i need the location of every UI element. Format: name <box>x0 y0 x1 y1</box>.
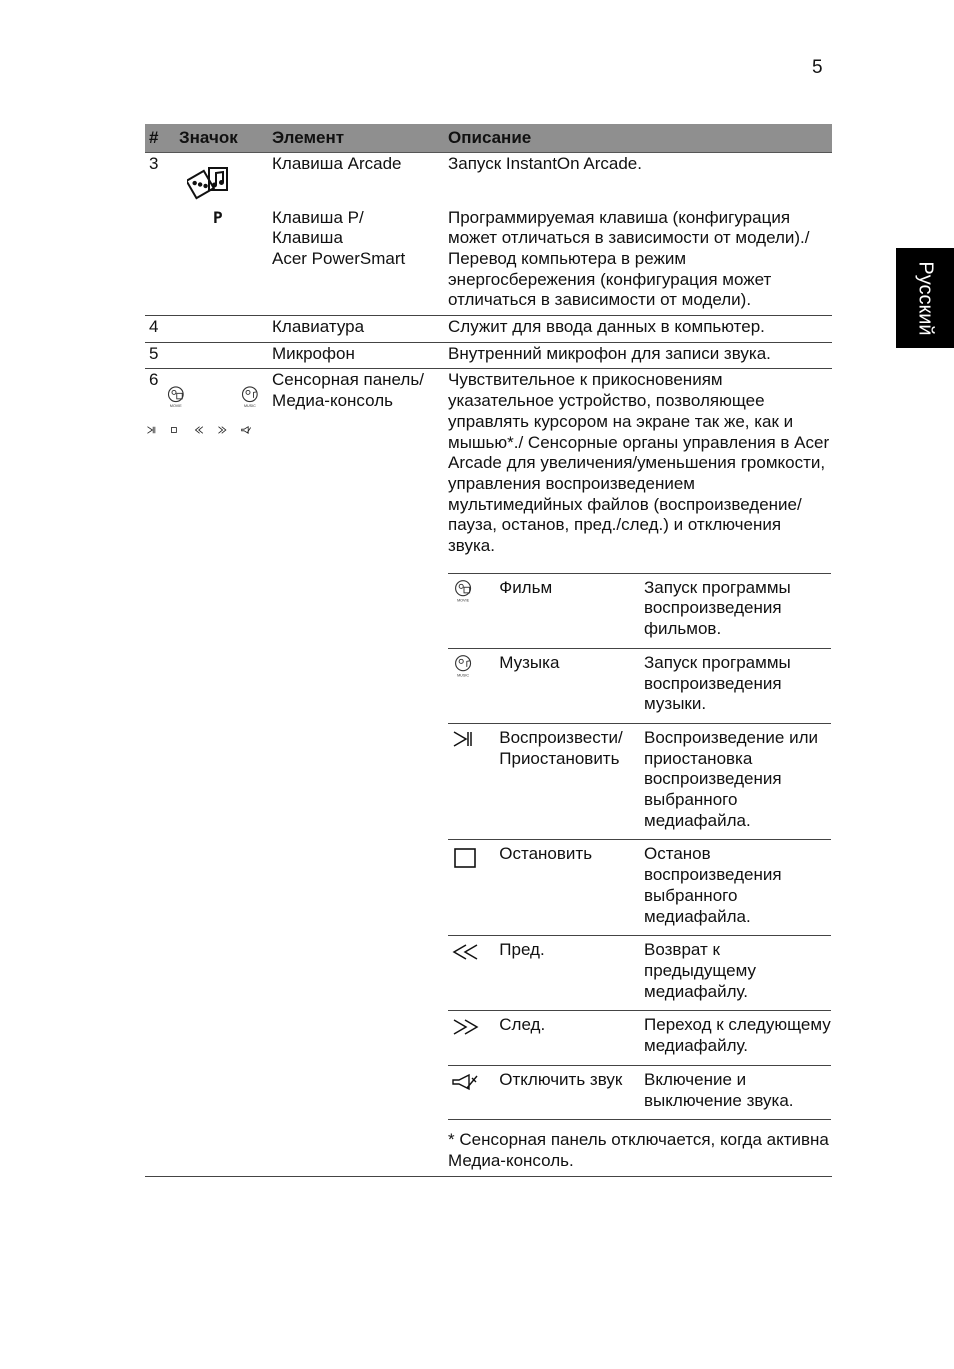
row-element-line: Медиа-консоль <box>272 391 393 411</box>
features-table <box>145 124 832 1177</box>
media-control-desc: Включение и выключение звука. <box>644 1065 831 1119</box>
row-element-line: Сенсорная панель/ <box>272 370 424 390</box>
header-num: # <box>145 124 175 153</box>
media-controls-table <box>448 573 831 1120</box>
music-icon-label: MUSIC <box>457 673 470 678</box>
language-tab-label: Русский <box>914 260 937 336</box>
media-control-desc: Воспроизведение или приостановка воспроизведения выбранного медиафайла. <box>644 723 831 840</box>
media-control-row <box>448 936 831 1011</box>
row-element: Микрофон <box>268 342 444 369</box>
row-element-line: Клавиша <box>272 228 343 248</box>
movie-icon-label: MOVIE <box>169 404 182 409</box>
media-control-row <box>448 1011 831 1065</box>
media-control-row <box>448 648 831 723</box>
play-pause-icon <box>450 728 480 752</box>
row-num: 5 <box>145 342 175 369</box>
table-header <box>145 124 832 153</box>
row-description: Внутренний микрофон для записи звука. <box>444 342 832 369</box>
media-control-desc: Останов воспроизведения выбранного медиафайла. <box>644 840 831 936</box>
previous-icon <box>450 940 480 964</box>
media-control-desc: Запуск программы воспроизведения фильмов. <box>644 573 831 648</box>
mute-icon <box>450 1070 480 1094</box>
row-element-line: Acer PowerSmart <box>272 248 406 268</box>
row-num: 4 <box>145 316 175 343</box>
language-tab <box>896 248 954 348</box>
music-icon-label: MUSIC <box>243 404 256 409</box>
arcade-icon <box>187 162 233 200</box>
media-control-name: Пред. <box>499 936 644 1011</box>
media-control-name: Музыка <box>499 648 644 723</box>
row-num: 6 <box>145 369 175 1176</box>
media-control-name: Воспроизвести/ Приостановить <box>499 723 644 840</box>
media-control-row <box>448 840 831 936</box>
row-description: Чувствительное к прикосновениям указательное устройство, позволяющее управлять курсором на экране так же, как и мышью*./ Сенсорные органы управления в Acer Arcade для увеличения/уменьшения громкости, управления воспроизведением мультимедийных файлов (воспроизведение/пауза, останов, пред./след.) и отключения звука. <box>448 370 830 556</box>
mute-icon <box>240 424 264 436</box>
music-disc-icon <box>450 653 478 679</box>
row-description: Служит для ввода данных в компьютер. <box>444 316 832 343</box>
media-control-name: Отключить звук <box>499 1065 644 1119</box>
table-row <box>145 369 832 1176</box>
media-control-row <box>448 723 831 840</box>
media-control-name: След. <box>499 1011 644 1065</box>
row-element: Клавиатура <box>268 316 444 343</box>
media-control-desc: Запуск программы воспроизведения музыки. <box>644 648 831 723</box>
row-num <box>145 207 175 316</box>
row-description: Программируемая клавиша (конфигурация может отличаться в зависимости от модели)./ Перевод компьютера в режим энергосбережения (конфигурация может отличаться в зависимости от модели). <box>448 207 810 310</box>
header-element: Элемент <box>268 124 444 153</box>
next-icon <box>216 424 240 436</box>
media-control-desc: Возврат к предыдущему медиафайлу. <box>644 936 831 1011</box>
page-number: 5 <box>812 57 823 78</box>
header-description: Описание <box>444 124 832 153</box>
media-control-row <box>448 573 831 648</box>
movie-disc-icon <box>450 578 478 604</box>
stop-icon <box>169 424 193 436</box>
movie-disc-icon <box>163 384 191 410</box>
movie-icon-label: MOVIE <box>457 598 470 603</box>
next-icon <box>450 1015 480 1039</box>
row-element: Клавиша Arcade <box>272 154 402 173</box>
previous-icon <box>193 424 217 436</box>
row-element-line: Клавиша P/ <box>272 207 364 227</box>
table-row <box>145 153 832 207</box>
footnote: * Сенсорная панель отключается, когда активна Медиа-консоль. <box>448 1130 829 1170</box>
media-control-desc: Переход к следующему медиафайлу. <box>644 1011 831 1065</box>
table-row <box>145 207 832 316</box>
row-num: 3 <box>149 154 159 173</box>
table-row <box>145 316 832 343</box>
table-row <box>145 342 832 369</box>
media-control-row <box>448 1065 831 1119</box>
p-key-icon: P <box>213 207 223 227</box>
media-control-name: Остановить <box>499 840 644 936</box>
stop-icon <box>450 844 480 870</box>
play-pause-icon <box>145 424 169 436</box>
music-disc-icon <box>237 384 265 410</box>
row-description: Запуск InstantOn Arcade. <box>448 154 642 173</box>
header-icon: Значок <box>175 124 268 153</box>
media-control-name: Фильм <box>499 573 644 648</box>
